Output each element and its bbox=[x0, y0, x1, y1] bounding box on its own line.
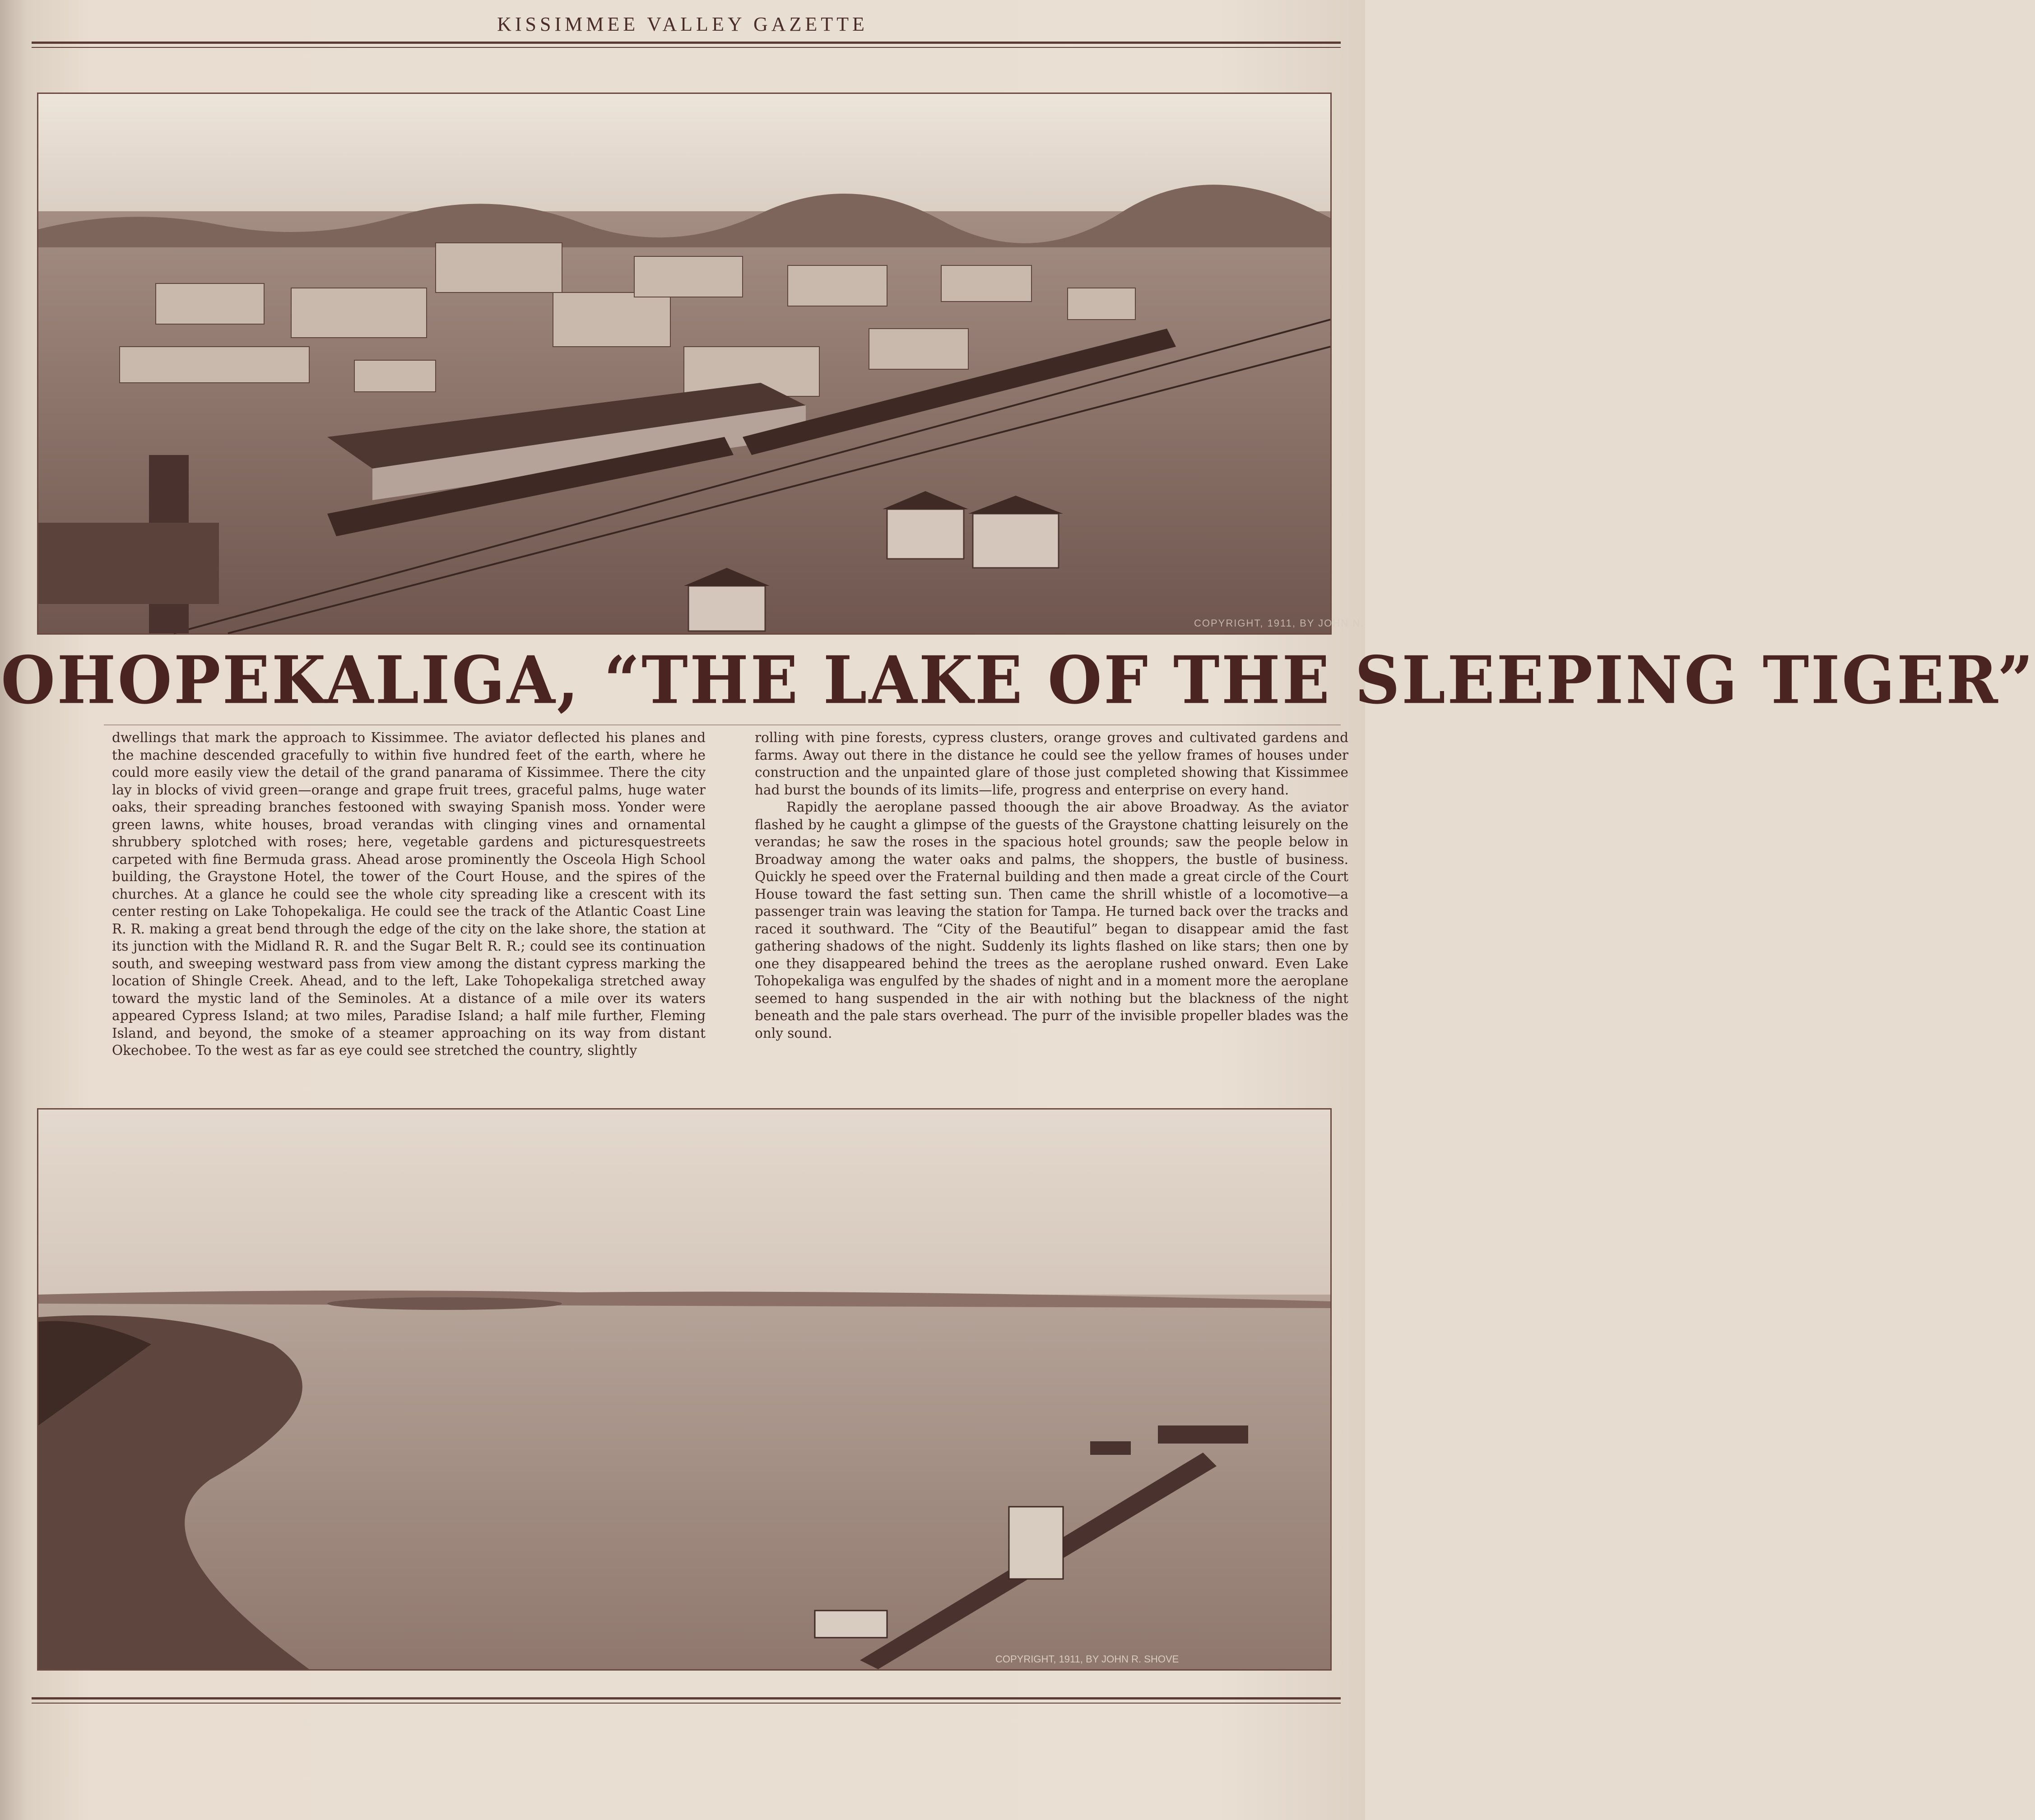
article-column-right bbox=[755, 729, 1348, 1042]
top-rule-thick bbox=[32, 42, 1341, 44]
bottom-rule-thin bbox=[32, 1703, 1341, 1704]
headline: OHOPEKALIGA, “THE LAKE OF THE SLEEPING TIGER” bbox=[1, 641, 2035, 719]
town-photo-illustration bbox=[38, 94, 1365, 633]
article-paragraph: rolling with pine forests, cypress clusters, orange groves and cultivated gardens and farms. Away out there in the distance he could see the yellow frames of houses under construction and the unpainted glare of those just completed showing that Kissimmee had burst the bounds of its limits—life, progress and enterprise on every hand. bbox=[755, 730, 1348, 798]
article-paragraph: Rapidly the aeroplane passed thoough the air above Broadway. As the aviator flashed by he caught a glimpse of the guests of the Graystone chatting leisurely on the verandas; he saw the roses in the spacious hotel grounds; saw the people below in Broadway among the water oaks and palms, the shoppers, the bustle of business. Quickly he speed over the Fraternal building and then made a great circle of the Court House toward the fast setting sun. Then came the shrill whistle of a locomotive—a passenger train was leaving the station for Tampa. He turned back over the tracks and raced it southward. The “City of the Beautiful” began to disappear amid the fast gathering shadows of the night. Suddenly its lights flashed on like stars; then one by one they disappeared behind the trees as the aeroplane rushed onward. Even Lake Tohopekaliga was engulfed by the shades of night and in a moment more the aeroplane seemed to hang suspended in the air with nothing but the blackness of the night beneath and the pale stars overhead. The purr of the invisible propeller blades was the only sound. bbox=[755, 799, 1348, 1041]
lake-photo-illustration bbox=[38, 1110, 1330, 1669]
kissimmee-aerial-photo bbox=[37, 93, 1365, 635]
top-rule-thin bbox=[32, 47, 1341, 48]
top-photo-copyright: COPYRIGHT, 1911, BY JOHN N. bbox=[1194, 618, 1365, 629]
masthead: KISSIMMEE VALLEY GAZETTE bbox=[497, 13, 868, 35]
article-paragraph: dwellings that mark the approach to Kissimmee. The aviator deflected his planes and the machine descended gracefully to within five hundred feet of the earth, where he could more easily view the detail of the grand panarama of Kissimmee. There the city lay in blocks of vivid green—orange and grape fruit trees, graceful palms, huge water oaks, their spreading branches festooned with swaying Spanish moss. Yonder were green lawns, white houses, broad verandas with clinging vines and ornamental shrubbery splotched with roses; here, vegetable gardens and picturesquestreets carpeted with fine Bermuda grass. Ahead arose prominently the Osceola High School building, the Graystone Hotel, the tower of the Court House, and the spires of the churches. At a glance he could see the whole city spreading like a crescent with its center resting on Lake Tohopekaliga. He could see the track of the Atlantic Coast Line R. R. making a great bend through the edge of the city on the lake shore, the station at its junction with the Midland R. R. and the Sugar Belt R. R.; could see its continuation south, and sweeping westward pass from view among the distant cypress marking the location of Shingle Creek. Ahead, and to the left, Lake Tohopekaliga stretched away toward the mystic land of the Seminoles. At a distance of a mile over its waters appeared Cypress Island; at two miles, Paradise Island; a half mile further, Fleming Island, and beyond, the smoke of a steamer approaching on its way from distant Okechobee. To the west as far as eye could see stretched the country, slightly bbox=[112, 730, 706, 1058]
bottom-rule-thick bbox=[32, 1697, 1341, 1699]
lake-tohopekaliga-photo bbox=[37, 1108, 1332, 1671]
text-frame-top bbox=[104, 724, 1341, 725]
bottom-photo-copyright: COPYRIGHT, 1911, BY JOHN R. SHOVE bbox=[995, 1653, 1179, 1665]
article-column-left bbox=[112, 729, 706, 1059]
